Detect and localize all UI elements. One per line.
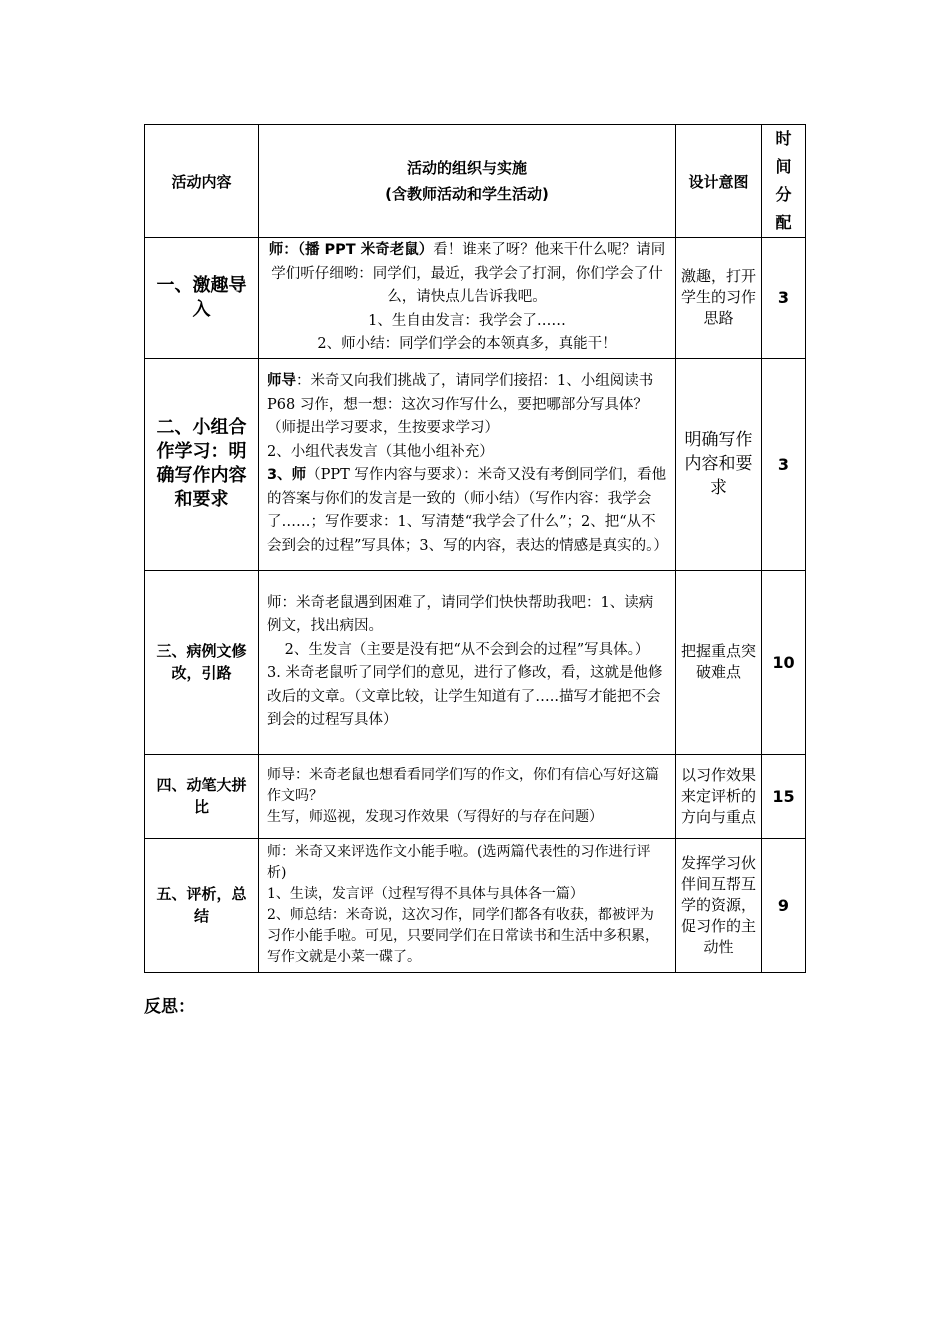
bold-lead: 师导: [267, 373, 296, 389]
implementation-line: [267, 370, 667, 441]
header-time-char: 时: [775, 129, 792, 148]
header-implementation-line1: 活动的组织与实施: [406, 159, 527, 177]
implementation-line: 生写，师巡视，发现习作效果（写得好的与存在问题）: [267, 808, 603, 825]
activity-cell: 三、病例文修改，引路: [145, 570, 259, 754]
table-row: [145, 570, 806, 754]
text: 看！谁来了呀？他来干什么呢？请同学们听仔细哟：同学们，最近，我学会了打洞，你们学会了什么，请快点儿告诉我吧。: [271, 242, 666, 305]
implementation-line: 2、生发言（主要是没有把“从不会到会的过程”写具体。）: [284, 641, 650, 658]
implementation-line: [267, 464, 667, 558]
activity-cell: 四、动笔大拼比: [145, 754, 259, 838]
implementation-line: 师：米奇又来评选作文小能手啦。(选两篇代表性的习作进行评析): [267, 844, 651, 881]
implementation-line: 2、小组代表发言（其他小组补充）: [267, 443, 494, 460]
implementation-line: 2、师总结：米奇说，这次习作，同学们都各有收获，都被评为习作小能手啦。可见，只要同学们在日常读书和生活中多积累，写作文就是小菜一碟了。: [267, 907, 659, 965]
text: ：米奇又向我们挑战了，请同学们接招：1、小组阅读书 P68 习作，想一想：这次习作写什么，要把哪部分写具体？（师提出学习要求，生按要求学习）: [267, 373, 654, 436]
implementation-line: 1、生读，发言评（过程写得不具体与具体各一篇）: [267, 886, 584, 902]
header-time-char: 配: [775, 213, 792, 232]
implementation-cell: [259, 358, 676, 570]
bold-lead: 3、师: [267, 467, 307, 483]
activity-cell: 二、小组合作学习：明确写作内容和要求: [145, 358, 259, 570]
time-cell: 3: [762, 238, 806, 359]
header-row: [145, 125, 806, 238]
intent-cell: 把握重点突破难点: [676, 570, 762, 754]
implementation-cell: [259, 754, 676, 838]
header-implementation: [259, 125, 676, 238]
table-row: [145, 358, 806, 570]
lesson-plan-table: [144, 124, 806, 973]
intent-cell: 以习作效果来定评析的方向与重点: [676, 754, 762, 838]
table-row: [145, 838, 806, 972]
intent-cell: 发挥学习伙伴间互帮互学的资源，促习作的主动性: [676, 838, 762, 972]
time-cell: 15: [762, 754, 806, 838]
implementation-line: 师：米奇老鼠遇到困难了，请同学们快快帮助我吧：1、读病例文，找出病因。: [267, 594, 654, 634]
implementation-cell: [259, 238, 676, 359]
table-row: [145, 238, 806, 359]
header-time-char: 间: [775, 157, 792, 176]
header-time-char: 分: [775, 185, 792, 204]
intent-cell: 明确写作内容和要求: [676, 358, 762, 570]
implementation-line: 2、师小结：同学们学会的本领真多，真能干！: [317, 336, 617, 352]
implementation-line: 3. 米奇老鼠听了同学们的意见，进行了修改，看，这就是他修改后的文章。（文章比较，让学生知道有了…..描写才能把不会到会的过程写具体）: [267, 665, 663, 728]
implementation-line: [267, 239, 667, 310]
implementation-cell: [259, 838, 676, 972]
activity-cell: 一、激趣导入: [145, 238, 259, 359]
table-row: [145, 754, 806, 838]
activity-cell: 五、评析，总结: [145, 838, 259, 972]
time-cell: 9: [762, 838, 806, 972]
time-cell: 10: [762, 570, 806, 754]
implementation-line: 1、生自由发言：我学会了……: [368, 312, 566, 329]
implementation-line: 师导：米奇老鼠也想看看同学们写的作文，你们有信心写好这篇作文吗？: [267, 766, 659, 804]
text: （PPT 写作内容与要求）：米奇又没有考倒同学们，看他的答案与你们的发言是一致的（师小结）（写作内容：我学会了……；写作要求：1、写清楚“我学会了什么”；2、把“从不会到会的过程”写具体；3、写的内容，表达的情感是真实的。）: [267, 467, 668, 554]
reflection-label: 反思：: [144, 997, 195, 1017]
header-implementation-line2: (含教师活动和学生活动): [385, 185, 549, 203]
bold-lead: 师：（播 PPT 米奇老鼠）: [268, 242, 434, 258]
implementation-cell: [259, 570, 676, 754]
header-intent: 设计意图: [676, 125, 762, 238]
intent-cell: 激趣，打开学生的习作思路: [676, 238, 762, 359]
header-time: [762, 125, 806, 238]
time-cell: 3: [762, 358, 806, 570]
header-activity: 活动内容: [145, 125, 259, 238]
